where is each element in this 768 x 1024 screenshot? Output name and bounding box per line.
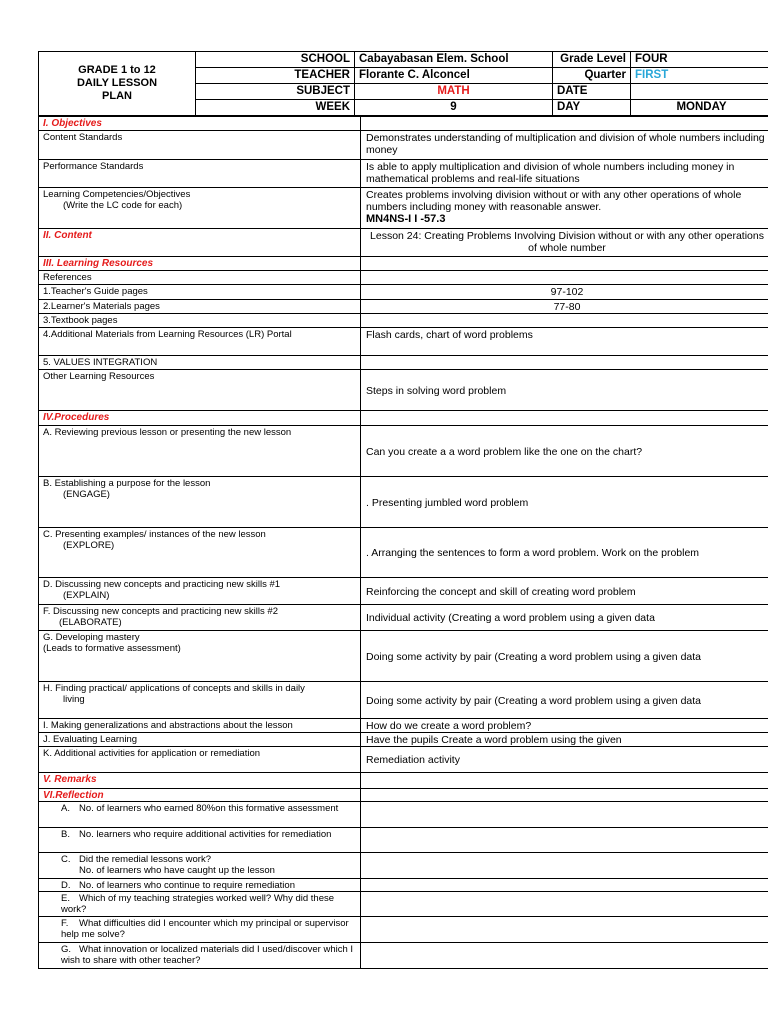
- reflection-text: No. of learners who earned 80%on this formative assessment: [79, 803, 339, 814]
- reflection-letter: B.: [61, 829, 70, 840]
- subject-value: MATH: [355, 84, 553, 100]
- procedure-b-label: [39, 477, 361, 528]
- reflection-item: [39, 802, 361, 828]
- procedure-d-value: Reinforcing the concept and skill of creating word problem: [361, 578, 768, 605]
- procedure-b-sub: (ENGAGE): [63, 489, 110, 500]
- procedures-heading: IV.Procedures: [39, 411, 361, 426]
- reflection-letter: C.: [61, 854, 71, 865]
- document-title: [39, 52, 196, 116]
- procedure-a-value: Can you create a a word problem like the one on the chart?: [361, 426, 768, 477]
- procedure-f-sub: (ELABORATE): [59, 617, 122, 628]
- school-label: SCHOOL: [196, 52, 355, 68]
- reflection-text: No. learners who require additional activities for remediation: [79, 829, 332, 840]
- reflection-answer: [361, 943, 768, 969]
- procedure-f-label: [39, 605, 361, 631]
- teacher-value: Florante C. Alconcel: [355, 68, 553, 84]
- procedure-h-text: H. Finding practical/ applications of concepts and skills in daily: [43, 683, 305, 694]
- teachers-guide-label: 1.Teacher's Guide pages: [39, 285, 361, 300]
- reflection-item: [39, 943, 361, 969]
- procedure-h-label: [39, 682, 361, 719]
- additional-materials-label: 4.Additional Materials from Learning Resources (LR) Portal: [39, 328, 361, 356]
- content-heading: II. Content: [39, 229, 361, 257]
- procedure-c-label: [39, 528, 361, 578]
- procedure-g-sub: (Leads to formative assessment): [43, 643, 181, 654]
- procedure-a-label: A. Reviewing previous lesson or presenting the new lesson: [39, 426, 361, 477]
- procedure-i-value: How do we create a word problem?: [361, 719, 768, 733]
- competencies-label-text: Learning Competencies/Objectives: [43, 189, 191, 200]
- reflection-item: [39, 828, 361, 853]
- procedure-h-value: Doing some activity by pair (Creating a word problem using a given data: [361, 682, 768, 719]
- lesson-plan-table: [38, 116, 768, 969]
- reflection-text: What difficulties did I encounter which my principal or supervisor help me solve?: [61, 918, 349, 940]
- content-standards-value: Demonstrates understanding of multiplication and division of whole numbers including money: [361, 131, 768, 160]
- quarter-label: Quarter: [553, 68, 631, 84]
- learners-materials-label: 2.Learner's Materials pages: [39, 300, 361, 314]
- reflection-letter: F.: [61, 918, 69, 929]
- header-table: [38, 51, 768, 116]
- procedure-d-sub: (EXPLAIN): [63, 590, 110, 601]
- textbook-value: [361, 314, 768, 328]
- content-standards-label: Content Standards: [39, 131, 361, 160]
- remarks-value: [361, 773, 768, 789]
- procedure-d-label: [39, 578, 361, 605]
- teachers-guide-value: 97-102: [361, 285, 768, 300]
- remarks-heading: V. Remarks: [39, 773, 361, 789]
- quarter-value: FIRST: [631, 68, 768, 84]
- procedure-i-label: I. Making generalizations and abstractions about the lesson: [39, 719, 361, 733]
- procedure-d-text: D. Discussing new concepts and practicing new skills #1: [43, 579, 281, 590]
- procedure-j-label: J. Evaluating Learning: [39, 733, 361, 747]
- procedure-g-text: G. Developing mastery: [43, 632, 140, 643]
- title-line-3: PLAN: [102, 90, 132, 102]
- title-line-1: GRADE 1 to 12: [78, 64, 156, 76]
- procedure-f-value: Individual activity (Creating a word problem using a given data: [361, 605, 768, 631]
- learning-resources-heading: III. Learning Resources: [39, 257, 361, 271]
- learners-materials-value: 77-80: [361, 300, 768, 314]
- reflection-text: What innovation or localized materials did I used/discover which I wish to share with other teacher?: [61, 944, 354, 966]
- procedure-f-text: F. Discussing new concepts and practicing new skills #2: [43, 606, 278, 617]
- procedure-h-sub: living: [63, 694, 85, 705]
- procedure-b-text: B. Establishing a purpose for the lesson: [43, 478, 211, 489]
- references-label: References: [39, 271, 361, 285]
- other-resources-value: Steps in solving word problem: [361, 370, 768, 411]
- performance-standards-label: Performance Standards: [39, 160, 361, 188]
- reflection-letter: E.: [61, 893, 70, 904]
- reflection-letter: D.: [61, 880, 71, 891]
- reflection-item: [39, 892, 361, 917]
- procedure-j-value: Have the pupils Create a word problem using the given: [361, 733, 768, 747]
- reflection-answer: [361, 892, 768, 917]
- values-integration-value: [361, 356, 768, 370]
- content-value: Lesson 24: Creating Problems Involving Division without or with any other operations of whole number: [361, 229, 768, 257]
- reflection-letter: A.: [61, 803, 70, 814]
- day-value: MONDAY: [631, 100, 768, 116]
- reflection-answer: [361, 853, 768, 879]
- date-value: [631, 84, 768, 100]
- procedure-g-value: Doing some activity by pair (Creating a word problem using a given data: [361, 631, 768, 682]
- reflection-letter: G.: [61, 944, 72, 955]
- procedure-k-label: K. Additional activities for application or remediation: [39, 747, 361, 773]
- daily-lesson-plan: [38, 51, 768, 969]
- reflection-text: Did the remedial lessons work?: [79, 854, 212, 865]
- week-value: 9: [355, 100, 553, 116]
- competencies-label: [39, 188, 361, 229]
- grade-level-label: Grade Level: [553, 52, 631, 68]
- grade-level-value: FOUR: [631, 52, 768, 68]
- additional-materials-value: Flash cards, chart of word problems: [361, 328, 768, 356]
- reflection-answer: [361, 917, 768, 943]
- values-integration-label: 5. VALUES INTEGRATION: [39, 356, 361, 370]
- reflection-subtext: No. of learners who have caught up the lesson: [79, 865, 275, 876]
- competencies-code: MN4NS-I I -57.3: [366, 213, 446, 225]
- school-value: Cabayabasan Elem. School: [355, 52, 553, 68]
- performance-standards-value: Is able to apply multiplication and division of whole numbers including money in mathematical problems and real-life situations: [361, 160, 768, 188]
- competencies-sublabel: (Write the LC code for each): [63, 200, 183, 211]
- subject-label: SUBJECT: [196, 84, 355, 100]
- reflection-text: Which of my teaching strategies worked well? Why did these work?: [61, 893, 335, 915]
- reflection-item: [39, 879, 361, 892]
- procedure-c-value: . Arranging the sentences to form a word problem. Work on the problem: [361, 528, 768, 578]
- procedure-b-value: . Presenting jumbled word problem: [361, 477, 768, 528]
- reflection-answer: [361, 802, 768, 828]
- objectives-heading: I. Objectives: [39, 117, 361, 131]
- procedure-g-label: [39, 631, 361, 682]
- reflection-heading: VI.Reflection: [39, 789, 361, 802]
- reflection-text: No. of learners who continue to require remediation: [79, 880, 295, 891]
- procedure-c-text: C. Presenting examples/ instances of the new lesson: [43, 529, 266, 540]
- week-label: WEEK: [196, 100, 355, 116]
- other-resources-label: Other Learning Resources: [39, 370, 361, 411]
- reflection-item: [39, 853, 361, 879]
- teacher-label: TEACHER: [196, 68, 355, 84]
- title-line-2: DAILY LESSON: [76, 77, 158, 89]
- day-label: DAY: [553, 100, 631, 116]
- competencies-text: Creates problems involving division without or with any other operations of whole numbers including money with reasonable answer.: [366, 189, 742, 213]
- date-label: DATE: [553, 84, 631, 100]
- reflection-item: [39, 917, 361, 943]
- reflection-answer: [361, 828, 768, 853]
- competencies-value: [361, 188, 768, 229]
- textbook-label: 3.Textbook pages: [39, 314, 361, 328]
- reflection-answer: [361, 879, 768, 892]
- procedure-k-value: Remediation activity: [361, 747, 768, 773]
- procedure-c-sub: (EXPLORE): [63, 540, 115, 551]
